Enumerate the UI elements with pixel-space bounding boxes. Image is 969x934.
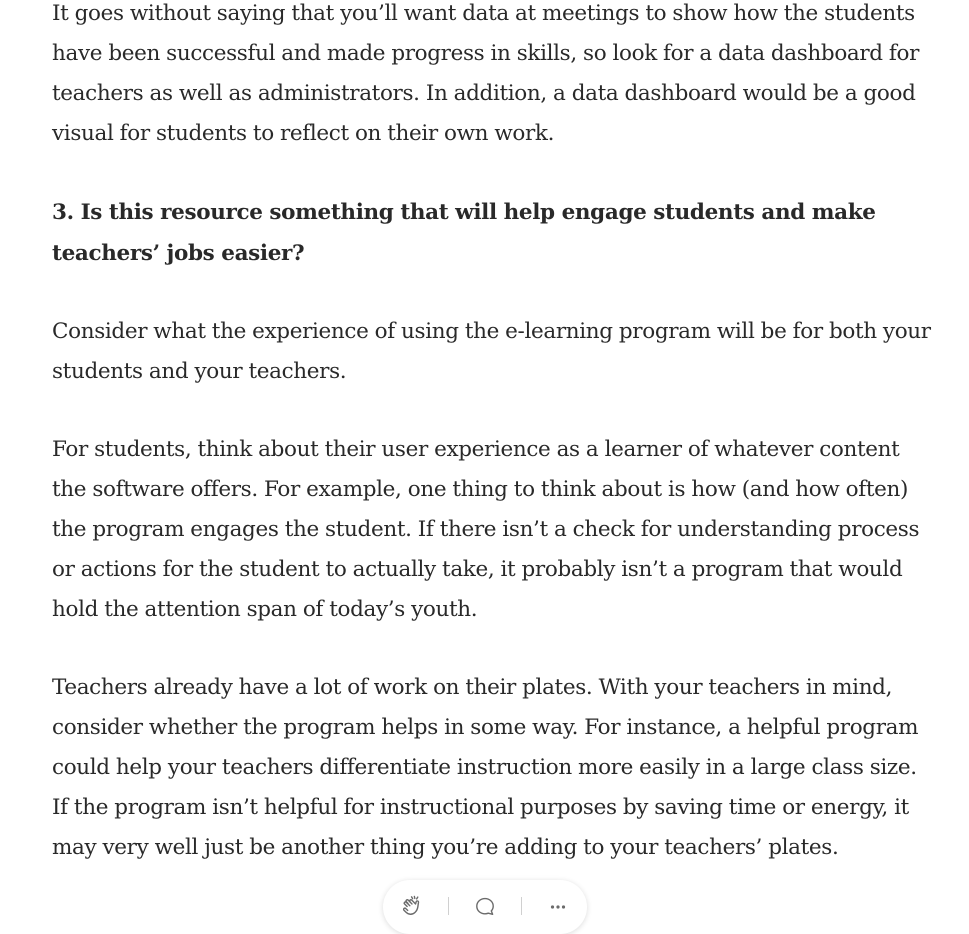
action-divider bbox=[521, 897, 522, 915]
floating-action-bar bbox=[383, 880, 587, 934]
article-paragraph: It goes without saying that you’ll want data at meetings to show how the students have been successful and made progress in skills, so look for a data dashboard for teachers as well as administrators. In addition, a data dashboard would be a good visual for students to reflect on their own work. bbox=[52, 1, 920, 146]
article-paragraph: For students, think about their user experience as a learner of whatever content the software offers. For example, one thing to think about is how (and how often) the program engages the student. If there isn’t a check for understanding process or actions for the student to actually take, it probably isn’t a program that would hold the attention span of today’s youth. bbox=[52, 437, 920, 622]
article-paragraph: Teachers already have a lot of work on their plates. With your teachers in mind, consider whether the program helps in some way. For instance, a helpful program could help your teachers differentiate instruction more easily in a large class size. If the program isn’t helpful for instructional purposes by saving time or energy, it may very well just be another thing you’re adding to your teachers’ plates. bbox=[52, 675, 919, 860]
comment-icon bbox=[473, 894, 497, 918]
section-heading: 3. Is this resource something that will help engage students and make teachers’ jobs easier? bbox=[52, 200, 876, 266]
clap-button[interactable] bbox=[386, 880, 438, 932]
article-body bbox=[52, 0, 932, 906]
comment-button[interactable] bbox=[459, 880, 511, 932]
more-options-button[interactable] bbox=[532, 880, 584, 932]
more-icon bbox=[546, 894, 570, 918]
clap-icon bbox=[399, 893, 425, 919]
article-paragraph: Consider what the experience of using the e-learning program will be for both your students and your teachers. bbox=[52, 319, 931, 384]
action-divider bbox=[448, 897, 449, 915]
